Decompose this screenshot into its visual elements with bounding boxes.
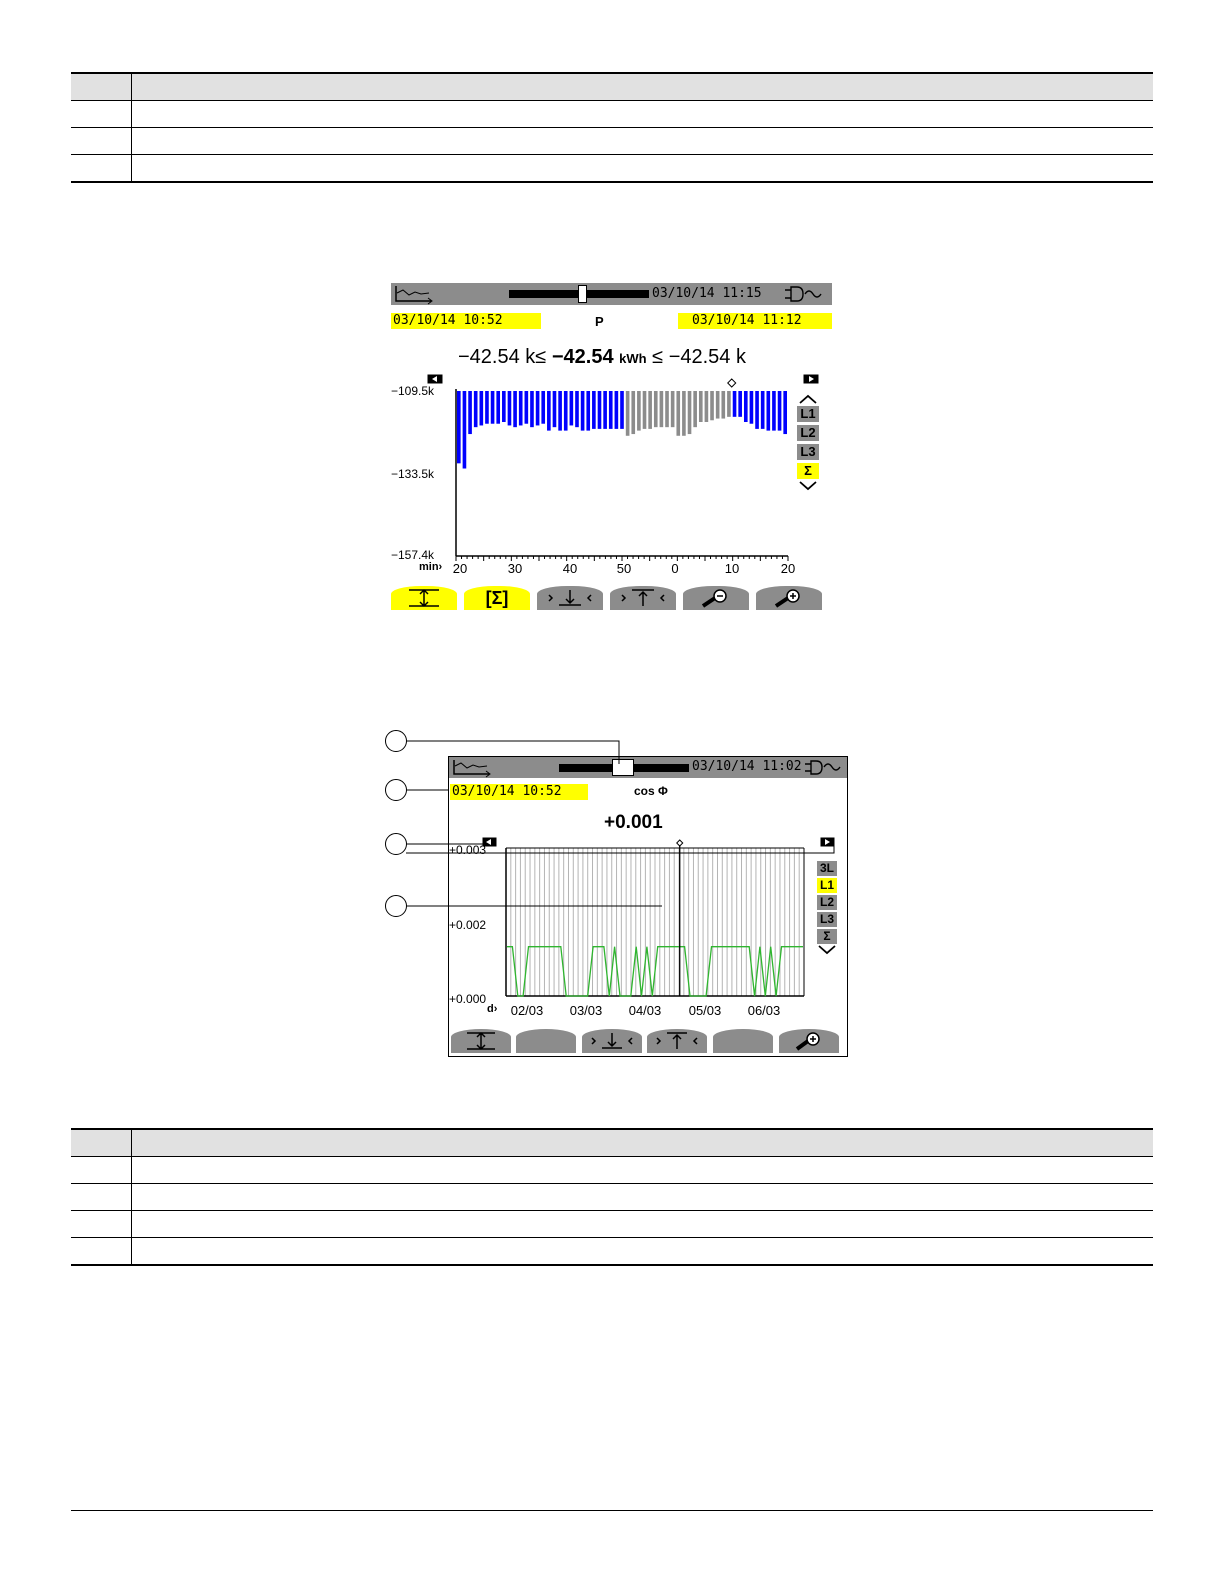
energy-bar [586,391,590,431]
mains-plug-icon [783,283,831,305]
energy-bar [480,391,484,425]
energy-bar [710,391,714,420]
select-min-icon [537,586,603,610]
fkey-select-min-button[interactable] [582,1029,642,1053]
trend-mode-icon [449,757,493,778]
energy-bar-chart [391,378,832,678]
fkey-sum-button[interactable] [464,586,530,610]
fkey-select-max-button[interactable] [647,1029,707,1053]
energy-bar [592,391,596,429]
x-tick-label: 30 [507,561,523,576]
y-label-bottom: −157.4k [391,548,435,562]
energy-bar [457,391,461,463]
energy-max: −42.54 k [668,346,746,368]
phase-sum[interactable]: Σ [797,463,819,479]
energy-bar [536,391,540,425]
memory-scroll-thumb[interactable] [578,285,587,303]
zoom-in-icon [756,586,822,610]
energy-bar [598,391,602,429]
cursor-end-date [678,313,832,329]
phase-sum[interactable]: Σ [817,929,837,944]
x-tick-label: 50 [616,561,632,576]
phase-l2[interactable]: L2 [817,895,837,910]
phase-3l[interactable]: 3L [817,861,837,876]
energy-bar [772,391,776,431]
phase-down-arrow-icon[interactable] [798,481,818,491]
energy-bar [496,391,500,424]
callout-marker [385,895,407,917]
phase-down-arrow-icon[interactable] [817,945,837,955]
x-tick-label: 40 [562,561,578,576]
bottom-table [71,1128,1153,1266]
y-label-top: +0.003 [449,843,487,857]
energy-bar [485,391,489,424]
energy-bar [778,391,782,431]
fkey-empty-button[interactable] [516,1029,576,1053]
energy-bar [603,391,607,429]
energy-bar [581,391,585,431]
fkey-zoom-in-button[interactable] [779,1029,839,1053]
vertical-zoom-icon [391,586,457,610]
fkey-zoom-in-button[interactable] [756,586,822,610]
energy-bar [716,391,720,419]
screen-cosphi [448,756,848,1057]
phase-l1[interactable]: L1 [797,406,819,422]
le-symbol-1: ≤ [535,346,547,368]
fkey-vertical-zoom-button[interactable] [451,1029,511,1053]
x-unit-label: d› [487,1003,498,1015]
energy-bar [564,391,568,431]
energy-bar [660,391,664,427]
energy-value: −42.54 [551,346,614,368]
cursor-start-date [391,313,541,329]
parameter-label: P [595,314,604,329]
screen-energy [391,283,832,618]
trend-mode-icon [391,283,435,305]
cursor-date-text: 03/10/14 10:52 [452,784,562,799]
status-bar [449,757,847,778]
measured-value: +0.001 [604,812,663,833]
energy-bar [541,391,545,424]
energy-bar [530,391,534,427]
energy-bar [502,391,506,422]
energy-min: −42.54 k [458,346,536,368]
energy-bar [513,391,517,427]
x-tick-label: 06/03 [747,1003,781,1018]
cursor-end-text: 03/10/14 11:12 [692,313,802,328]
energy-bar [558,391,562,431]
energy-bar [750,391,754,424]
energy-bar [721,391,725,419]
energy-bar [761,391,765,429]
energy-bar [508,391,512,425]
zoom-out-icon [683,586,749,610]
mains-plug-icon [803,757,847,778]
energy-bar [727,391,731,417]
y-label-mid: −133.5k [391,467,435,481]
select-min-icon [582,1029,642,1053]
top-table [71,72,1153,183]
energy-bar [676,391,680,436]
y-label-top: −109.5k [391,384,435,398]
phase-l1[interactable]: L1 [817,878,837,893]
energy-bar [474,391,478,427]
x-tick-label: 10 [724,561,740,576]
energy-bar [468,391,472,434]
zoom-in-icon [779,1029,839,1053]
energy-bar [637,391,641,431]
memory-scroll-thumb[interactable] [612,759,634,776]
callout-marker [385,833,407,855]
energy-bar [738,391,742,417]
energy-bar [525,391,529,424]
fkey-select-max-button[interactable] [610,586,676,610]
energy-bar [693,391,697,427]
x-tick-label: 0 [671,561,679,576]
energy-bar [654,391,658,427]
phase-l3[interactable]: L3 [797,444,819,460]
fkey-vertical-zoom-button[interactable] [391,586,457,610]
energy-bar [671,391,675,427]
energy-bar [744,391,748,422]
energy-bar [620,391,624,429]
status-bar [391,283,832,305]
energy-bar [699,391,703,422]
fkey-zoom-out-button[interactable] [683,586,749,610]
sum-key-label: [Σ] [485,588,509,608]
energy-bar [626,391,630,436]
energy-bar [643,391,647,429]
cursor-diamond [677,840,683,846]
energy-bar [783,391,787,434]
select-max-icon [647,1029,707,1053]
phase-l2[interactable]: L2 [797,425,819,441]
energy-bar [553,391,557,427]
parameter-label: cos Φ [634,784,668,798]
energy-bar [463,391,467,469]
energy-bar [547,391,551,431]
y-label-mid: +0.002 [449,918,487,932]
x-tick-label: 02/03 [510,1003,544,1018]
cursor-start-text: 03/10/14 10:52 [393,313,503,328]
phase-l3[interactable]: L3 [817,912,837,927]
phase-up-arrow-icon[interactable] [798,394,818,404]
cursor-diamond [728,379,736,387]
energy-bar [705,391,709,422]
x-tick-label: 05/03 [688,1003,722,1018]
cursor-date [450,784,588,800]
x-tick-label: 20 [452,561,468,576]
clock: 03/10/14 11:02 [692,759,802,774]
footer-rule [71,1510,1153,1511]
vertical-zoom-icon [451,1029,511,1053]
energy-bar [519,391,523,425]
energy-bar [615,391,619,429]
x-unit-label: min› [419,561,443,573]
fkey-empty-button[interactable] [713,1029,773,1053]
energy-bar [491,391,495,424]
energy-bar [682,391,686,436]
energy-bar [733,391,737,417]
energy-bar [665,391,669,427]
energy-unit: kWh [619,351,647,366]
callout-marker [385,730,407,752]
x-tick-label: 04/03 [628,1003,662,1018]
energy-bar [609,391,613,429]
energy-bar [755,391,759,429]
fkey-select-min-button[interactable] [537,586,603,610]
energy-bar [766,391,770,431]
energy-bar [631,391,635,434]
x-tick-label: 20 [780,561,796,576]
energy-bar [688,391,692,434]
callout-marker [385,779,407,801]
x-tick-label: 03/03 [569,1003,603,1018]
energy-bar [648,391,652,429]
clock: 03/10/14 11:15 [652,286,762,301]
energy-bar [570,391,574,425]
energy-readout [458,346,746,369]
select-max-icon [610,586,676,610]
y-label-bottom: +0.000 [449,992,487,1006]
le-symbol-2: ≤ [652,346,664,368]
energy-bar [575,391,579,427]
